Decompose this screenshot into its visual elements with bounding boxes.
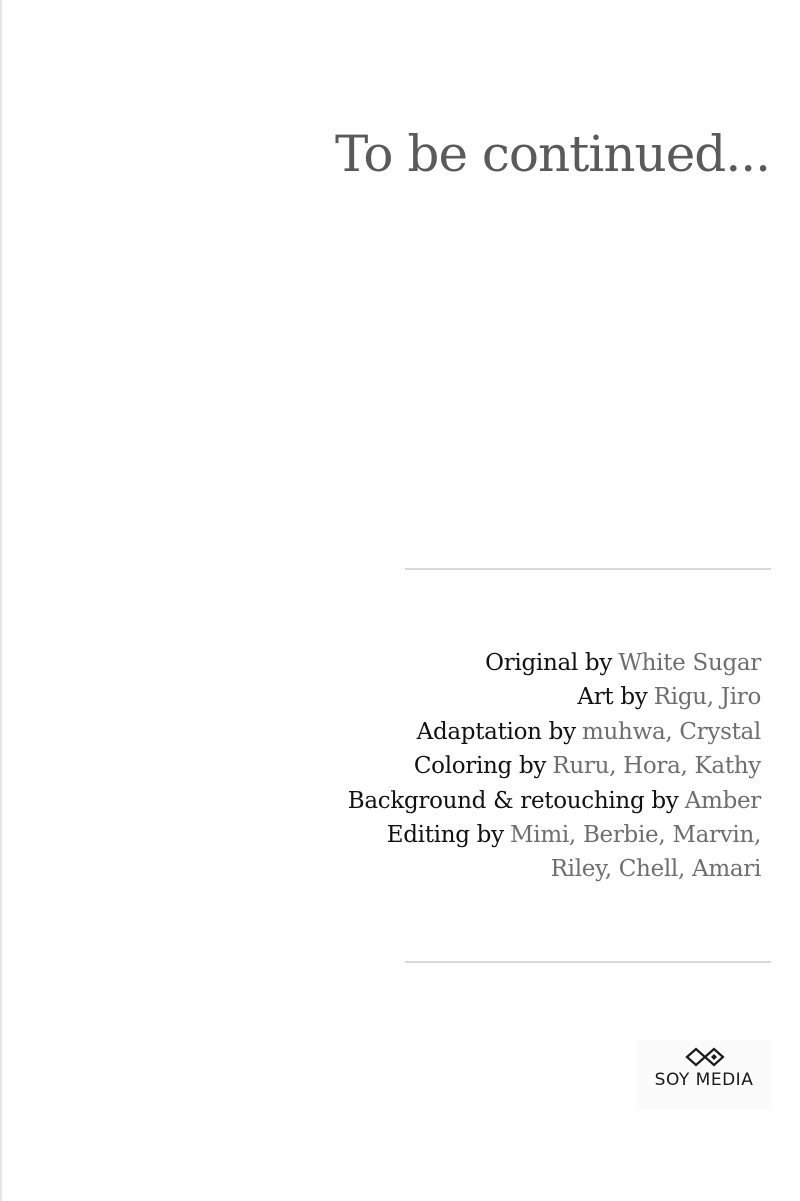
credit-role: Background & retouching by: [347, 787, 679, 814]
divider-top: [405, 568, 771, 570]
page-title: To be continued...: [334, 125, 770, 183]
credits-block: [321, 646, 761, 887]
credit-names: White Sugar: [618, 650, 761, 676]
credit-role: Coloring by: [413, 753, 547, 780]
soy-media-logo-icon: [685, 1046, 725, 1068]
credit-names: Rigu, Jiro: [653, 684, 761, 711]
credit-names: Riley, Chell, Amari: [550, 856, 761, 883]
credit-line-background: [321, 784, 761, 818]
credit-names: muhwa, Crystal: [582, 718, 761, 745]
credit-line-editing-continued: [321, 852, 761, 886]
page-edge: [0, 0, 2, 1201]
credit-line-art: [321, 680, 761, 714]
credit-role: Editing by: [386, 822, 504, 849]
divider-bottom: [405, 961, 771, 963]
credit-line-original: [321, 646, 761, 680]
credit-role: Original by: [485, 650, 613, 676]
credit-role: Art by: [577, 684, 648, 711]
publisher-logo: [636, 1040, 772, 1110]
credit-role: Adaptation by: [416, 718, 576, 745]
credit-names: Mimi, Berbie, Marvin,: [510, 822, 761, 849]
credit-names: Ruru, Hora, Kathy: [552, 753, 761, 780]
credit-names: Amber: [684, 787, 761, 814]
credit-line-coloring: [321, 749, 761, 783]
logo-text: SOY MEDIA: [654, 1070, 754, 1090]
credit-line-editing: [321, 818, 761, 852]
credit-line-adaptation: [321, 715, 761, 749]
